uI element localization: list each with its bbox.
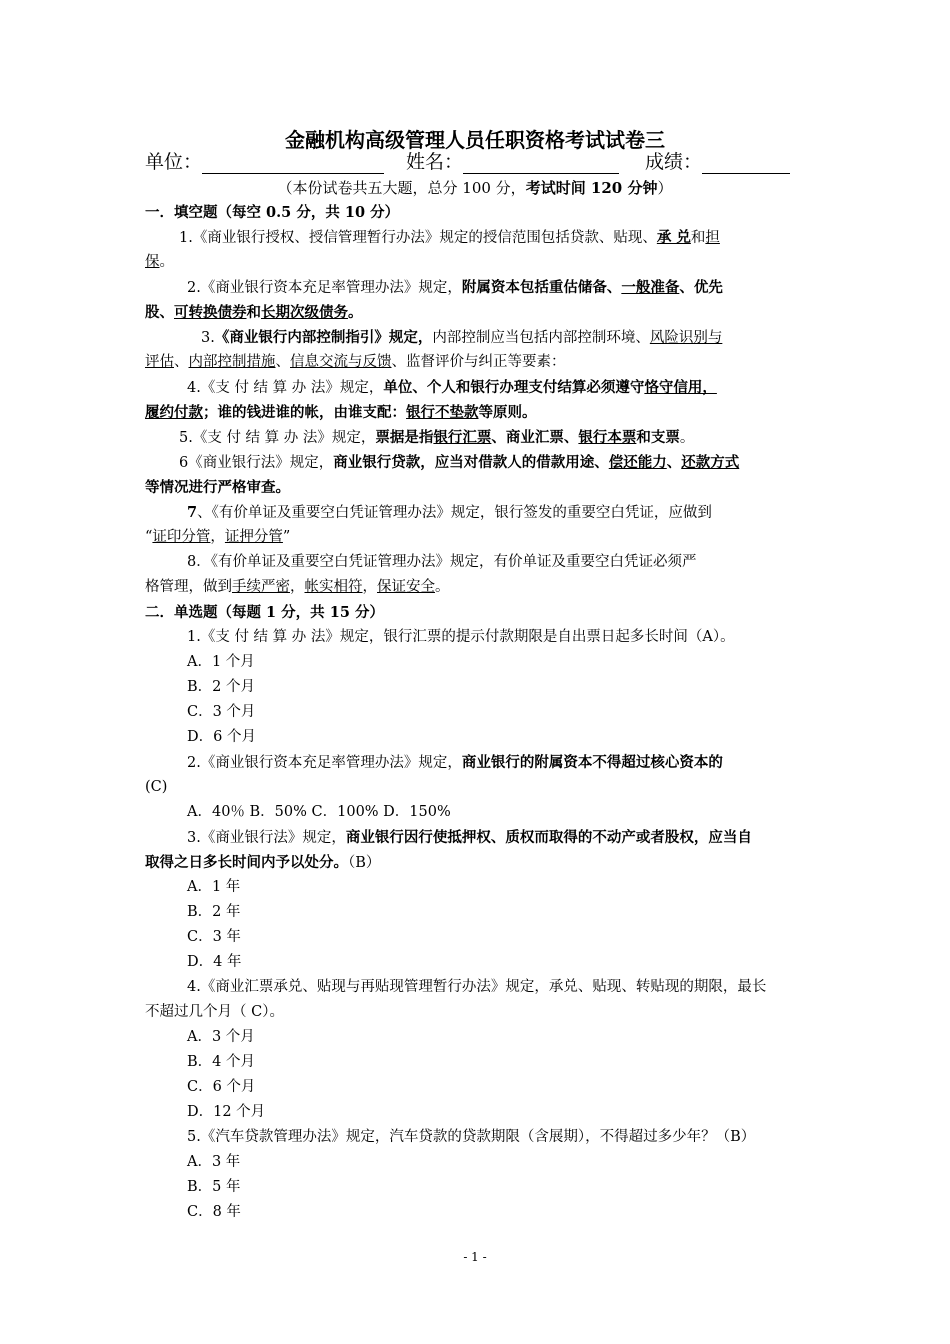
option-line: D．4 年 — [187, 954, 242, 970]
option-line: B．4 个月 — [187, 1054, 255, 1070]
question-line: 3.《商业银行法》规定，商业银行因行使抵押权、质权而取得的不动产或者股权，应当自 — [187, 829, 752, 846]
question-line: 2.《商业银行资本充足率管理办法》规定，商业银行的附属资本不得超过核心资本的 — [187, 754, 723, 771]
option-line: A．3 个月 — [187, 1029, 255, 1045]
question-line: 股、可转换债券和长期次级债务。 — [145, 304, 363, 321]
option-line: C．6 个月 — [187, 1079, 256, 1095]
section-heading: 二．单选题（每题 1 分，共 15 分） — [145, 604, 384, 621]
exam-body — [145, 200, 830, 1225]
unit-label: 单位： — [145, 151, 203, 173]
question-line: 6《商业银行法》规定，商业银行贷款，应当对借款人的借款用途、偿还能力、还款方式 — [179, 454, 740, 471]
page-number: - 1 - — [463, 1250, 487, 1264]
option-line: B．5 年 — [187, 1179, 241, 1195]
option-line: C．8 年 — [187, 1204, 241, 1220]
question-line: 等情况进行严格审查。 — [145, 479, 290, 496]
question-line: 1.《商业银行授权、授信管理暂行办法》规定的授信范围包括贷款、贴现、承 兑和担 — [179, 229, 720, 246]
question-line: 格管理，做到手续严密，帐实相符，保证安全。 — [145, 579, 450, 595]
question-line: 评估、内部控制措施、信息交流与反馈、监督评价与纠正等要素： — [145, 354, 566, 370]
question-line: 3.《商业银行内部控制指引》规定，内部控制应当包括内部控制环境、风险识别与 — [201, 329, 723, 346]
question-line: 不超过几个月（ C）。 — [145, 1004, 284, 1020]
candidate-info-line — [145, 147, 825, 174]
question-line: 履约付款；谁的钱进谁的帐，由谁支配：银行不垫款等原则。 — [145, 404, 537, 421]
question-line: 4.《支 付 结 算 办 法》规定，单位、个人和银行办理支付结算必须遵守恪守信用， — [187, 379, 717, 396]
option-line: C．3 个月 — [187, 704, 256, 720]
question-line: (C) — [145, 779, 168, 795]
option-line: A．1 年 — [187, 879, 241, 895]
section-heading: 一．填空题（每空 0.5 分，共 10 分） — [145, 204, 400, 221]
option-line: D．6 个月 — [187, 729, 256, 745]
exam-subtitle: （本份试卷共五大题，总分 100 分，考试时间 120 分钟） — [277, 179, 673, 197]
option-line: D．12 个月 — [187, 1104, 266, 1120]
option-line: A．40％ B．50% C．100% D．150% — [187, 804, 451, 820]
option-line: A．1 个月 — [187, 654, 255, 670]
question-line: 5.《汽车贷款管理办法》规定，汽车贷款的贷款期限（含展期），不得超过多少年？（B） — [187, 1129, 756, 1145]
question-line: “证印分管，证押分管” — [145, 529, 291, 545]
option-line: A．3 年 — [187, 1154, 241, 1170]
question-line: 2.《商业银行资本充足率管理办法》规定，附属资本包括重估储备、一般准备、优先 — [187, 279, 723, 296]
question-line: 5.《支 付 结 算 办 法》规定，票据是指银行汇票、商业汇票、银行本票和支票。 — [179, 429, 695, 446]
question-line: 8．《有价单证及重要空白凭证管理办法》规定，有价单证及重要空白凭证必须严 — [187, 554, 697, 570]
question-line: 4.《商业汇票承兑、贴现与再贴现管理暂行办法》规定，承兑、贴现、转贴现的期限，最长 — [187, 979, 767, 995]
question-line: 取得之日多长时间内予以处分。（B） — [145, 854, 381, 871]
score-blank — [702, 155, 790, 174]
question-line: 7、《有价单证及重要空白凭证管理办法》规定，银行签发的重要空白凭证，应做到 — [187, 504, 712, 521]
name-blank — [463, 155, 619, 174]
option-line: C．3 年 — [187, 929, 241, 945]
name-label: 姓名： — [406, 151, 464, 173]
question-line: 保。 — [145, 254, 174, 270]
unit-blank — [202, 155, 384, 174]
exam-title: 金融机构高级管理人员任职资格考试试卷三 — [285, 128, 665, 152]
option-line: B．2 年 — [187, 904, 241, 920]
score-label: 成绩： — [645, 151, 703, 173]
question-line: 1.《支 付 结 算 办 法》规定，银行汇票的提示付款期限是自出票日起多长时间（A）。 — [187, 629, 735, 645]
option-line: B．2 个月 — [187, 679, 255, 695]
